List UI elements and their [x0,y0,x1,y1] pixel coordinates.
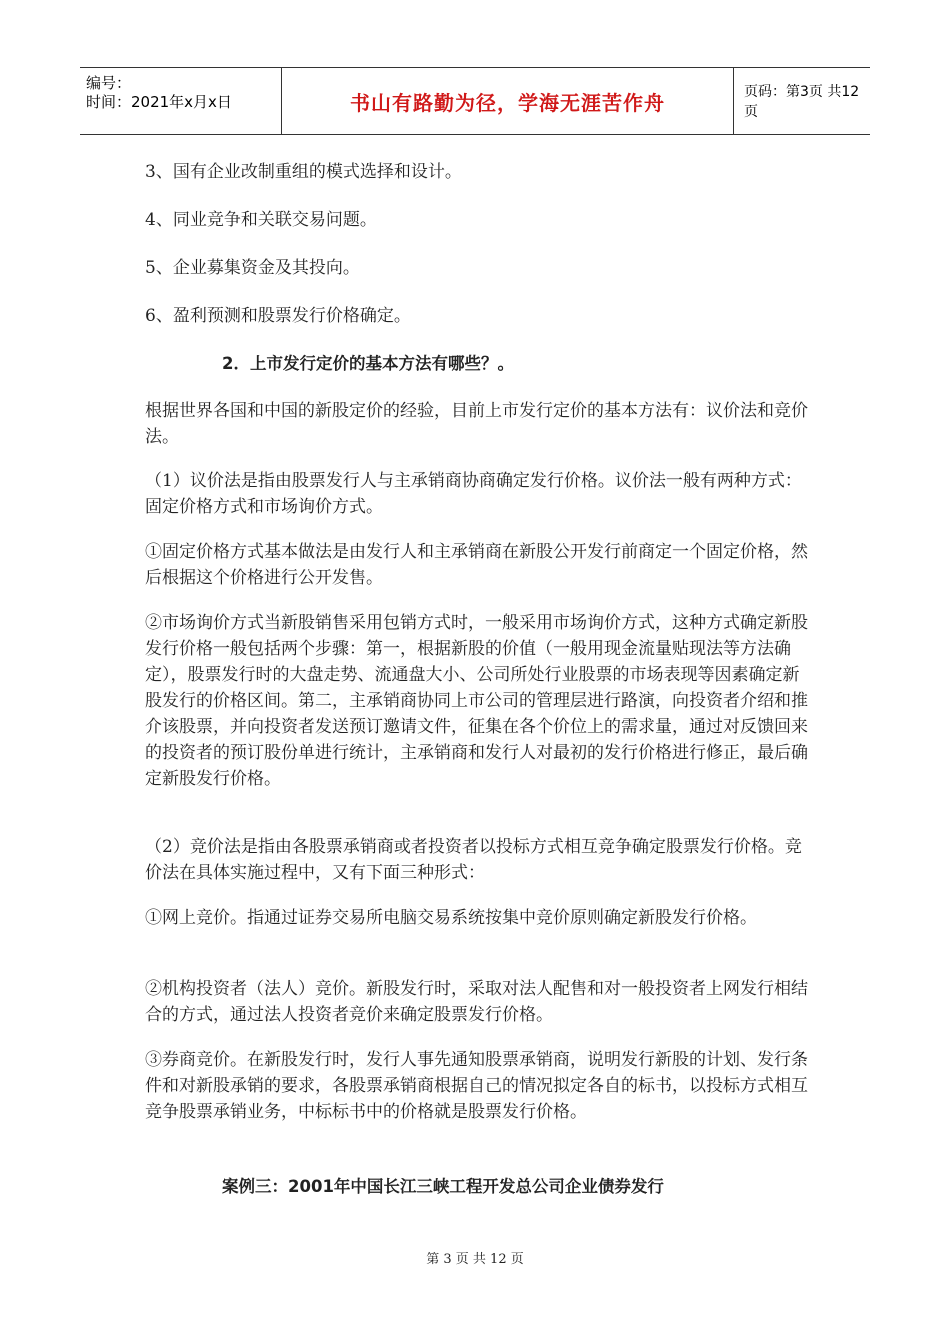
paragraph: （2）竞价法是指由各股票承销商或者投资者以投标方式相互竞争确定股票发行价格。竞价法在具体实施过程中，又有下面三种形式： [145,837,802,883]
paragraph: ③券商竞价。在新股发行时，发行人事先通知股票承销商，说明发行新股的计划、发行条件和对新股承销的要求，各股票承销商根据自己的情况拟定各自的标书，以投标方式相互竞争股票承销业务，中标标书中的价格就是股票发行价格。 [145,1050,808,1122]
paragraph: 根据世界各国和中国的新股定价的经验，目前上市发行定价的基本方法有：议价法和竞价法。 [145,401,808,447]
number-label: 编号： [86,74,132,92]
page-footer: 第 3 页 共 12 页 [426,1252,524,1267]
paragraph: ②市场询价方式当新股销售采用包销方式时，一般采用市场询价方式，这种方式确定新股发行价格一般包括两个步骤：第一，根据新股的价值（一般用现金流量贴现法等方法确定），股票发行时的大盘走势、流通盘大小、公司所处行业股票的市场表现等因素确定新股发行的价格区间。第二，主承销商协同上市公司的管理层进行路演，向投资者介绍和推介该股票，并向投资者发送预订邀请文件，征集在各个价位上的需求量，通过对反馈回来的投资者的预订股份单进行统计，主承销商和发行人对最初的发行价格进行修正，最后确定新股发行价格。 [145,613,808,789]
header-meta-cell [80,68,282,134]
list-item: 6、盈利预测和股票发行价格确定。 [145,306,411,326]
paragraph: ①固定价格方式基本做法是由发行人和主承销商在新股公开发行前商定一个固定价格，然后根据这个价格进行公开发售。 [145,542,808,588]
paragraph: ①网上竞价。指通过证券交易所电脑交易系统按集中竞价原则确定新股发行价格。 [145,908,757,928]
case-heading: 案例三：2001年中国长江三峡工程开发总公司企业债券发行 [222,1177,664,1196]
page-header [80,67,870,135]
section-heading: 2．上市发行定价的基本方法有哪些？。 [222,354,514,373]
list-item: 4、同业竞争和关联交易问题。 [145,210,377,230]
header-motto: 书山有路勤为径，学海无涯苦作舟 [282,68,734,134]
paragraph: （1）议价法是指由股票发行人与主承销商协商确定发行价格。议价法一般有两种方式：固定价格方式和市场询价方式。 [145,471,802,517]
paragraph: ②机构投资者（法人）竞价。新股发行时，采取对法人配售和对一般投资者上网发行相结合的方式，通过法人投资者竞价来确定股票发行价格。 [145,979,808,1025]
list-item: 3、国有企业改制重组的模式选择和设计。 [145,162,462,182]
time-label: 时间：2021年x月x日 [86,93,232,111]
header-page-info: 页码：第3页 共12页 [744,84,860,120]
list-item: 5、企业募集资金及其投向。 [145,258,360,278]
